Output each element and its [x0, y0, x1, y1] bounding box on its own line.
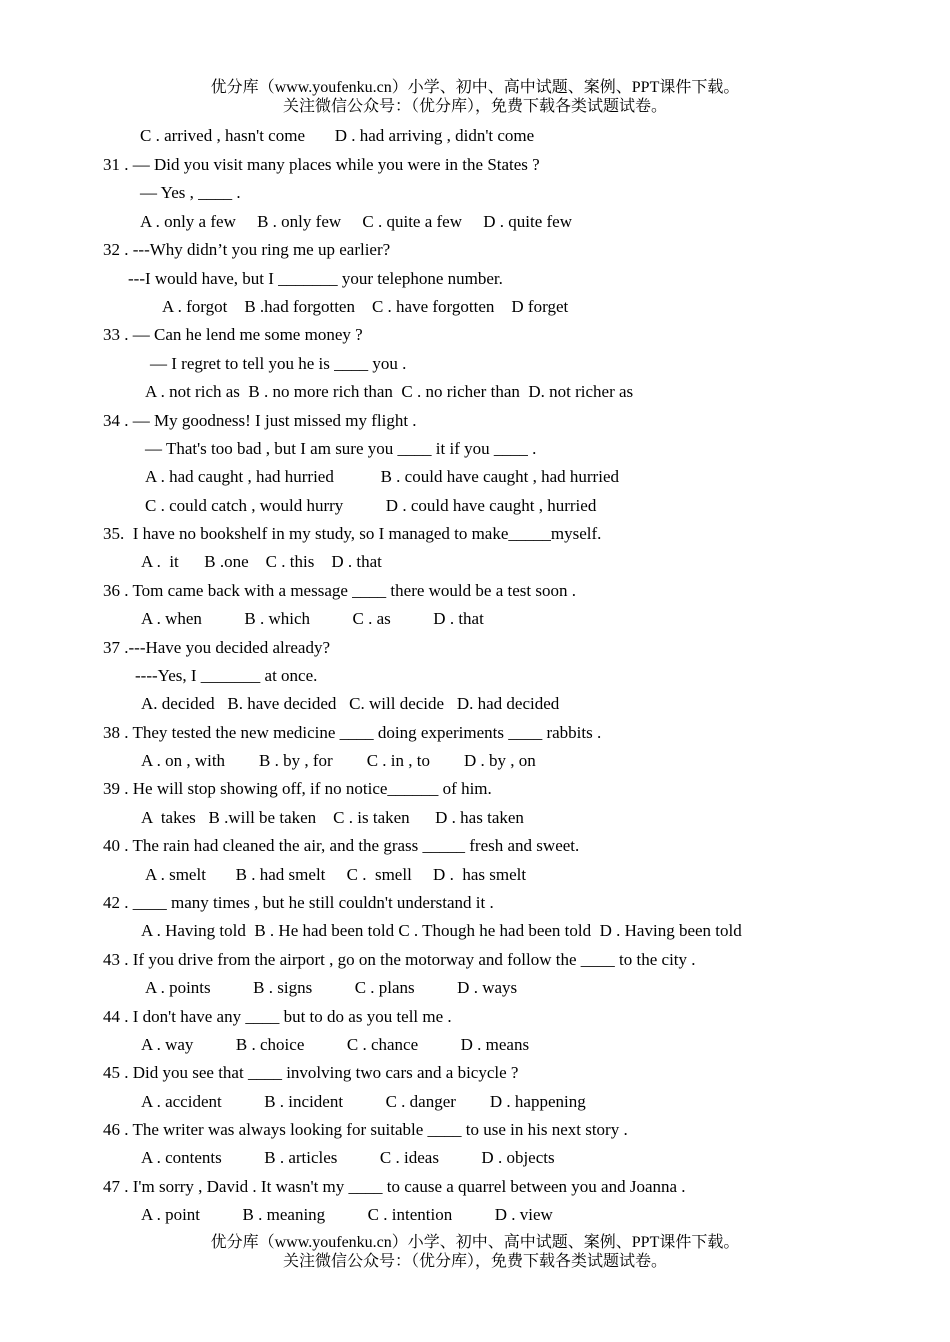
- text-line: A . it B .one C . this D . that: [141, 552, 382, 571]
- text-line: C . could catch , would hurry D . could have caught , hurried: [145, 496, 597, 515]
- text-line: 36 . Tom came back with a message ____ there would be a test soon .: [103, 581, 576, 600]
- text-line: 38 . They tested the new medicine ____ doing experiments ____ rabbits .: [103, 723, 602, 742]
- text-line: 45 . Did you see that ____ involving two cars and a bicycle ?: [103, 1063, 519, 1082]
- text-line: 39 . He will stop showing off, if no notice______ of him.: [103, 779, 492, 798]
- text-line: A . had caught , had hurried B . could have caught , had hurried: [145, 467, 619, 486]
- text-line: — I regret to tell you he is ____ you .: [150, 354, 407, 373]
- text-line: A . when B . which C . as D . that: [141, 609, 484, 628]
- text-line: A . only a few B . only few C . quite a few D . quite few: [140, 212, 572, 231]
- text-line: 46 . The writer was always looking for suitable ____ to use in his next story .: [103, 1120, 628, 1139]
- text-line: — Yes , ____ .: [140, 183, 241, 202]
- text-line: 32 . ---Why didn’t you ring me up earlier?: [103, 240, 391, 259]
- text-line: 47 . I'm sorry , David . It wasn't my ____ to cause a quarrel between you and Joanna .: [103, 1177, 686, 1196]
- page-header-line-2: 关注微信公众号：（优分库），免费下载各类试题试卷。: [282, 98, 667, 115]
- text-line: 35. I have no bookshelf in my study, so I managed to make_____myself.: [103, 524, 602, 543]
- text-line: 42 . ____ many times , but he still couldn't understand it .: [103, 893, 494, 912]
- text-line: A . smelt B . had smelt C . smell D . has smelt: [145, 865, 527, 884]
- text-line: A . on , with B . by , for C . in , to D . by , on: [141, 751, 536, 770]
- text-line: 33 . — Can he lend me some money ?: [103, 325, 363, 344]
- page-header-line-1: 优分库（www.youfenku.cn）小学、初中、高中试题、案例、PPT课件下载。: [210, 79, 740, 96]
- text-line: C . arrived , hasn't come D . had arriving , didn't come: [140, 126, 535, 145]
- text-line: 37 .---Have you decided already?: [103, 638, 331, 657]
- text-line: A . contents B . articles C . ideas D . objects: [141, 1148, 555, 1167]
- text-line: A. decided B. have decided C. will decide D. had decided: [141, 694, 560, 713]
- text-line: A . accident B . incident C . danger D . happening: [141, 1092, 586, 1111]
- text-line: 40 . The rain had cleaned the air, and the grass _____ fresh and sweet.: [103, 836, 580, 855]
- text-line: A takes B .will be taken C . is taken D . has taken: [141, 808, 524, 827]
- text-line: ---I would have, but I _______ your telephone number.: [128, 269, 503, 288]
- text-line: 44 . I don't have any ____ but to do as you tell me .: [103, 1007, 452, 1026]
- text-line: 31 . — Did you visit many places while you were in the States ?: [103, 155, 540, 174]
- text-line: A . points B . signs C . plans D . ways: [145, 978, 518, 997]
- text-line: A . Having told B . He had been told C . Though he had been told D . Having been told: [141, 921, 742, 940]
- text-line: ----Yes, I _______ at once.: [135, 666, 318, 685]
- page-footer-line-2: 关注微信公众号：（优分库），免费下载各类试题试卷。: [282, 1253, 667, 1270]
- text-line: A . way B . choice C . chance D . means: [141, 1035, 530, 1054]
- text-line: A . point B . meaning C . intention D . view: [141, 1205, 553, 1224]
- text-line: — That's too bad , but I am sure you ____ it if you ____ .: [145, 439, 537, 458]
- text-line: A . not rich as B . no more rich than C . no richer than D. not richer as: [145, 382, 634, 401]
- text-line: 34 . — My goodness! I just missed my flight .: [103, 411, 417, 430]
- text-line: A . forgot B .had forgotten C . have forgotten D forget: [162, 297, 569, 316]
- page-footer-line-1: 优分库（www.youfenku.cn）小学、初中、高中试题、案例、PPT课件下载。: [210, 1234, 740, 1251]
- text-line: 43 . If you drive from the airport , go on the motorway and follow the ____ to the city .: [103, 950, 696, 969]
